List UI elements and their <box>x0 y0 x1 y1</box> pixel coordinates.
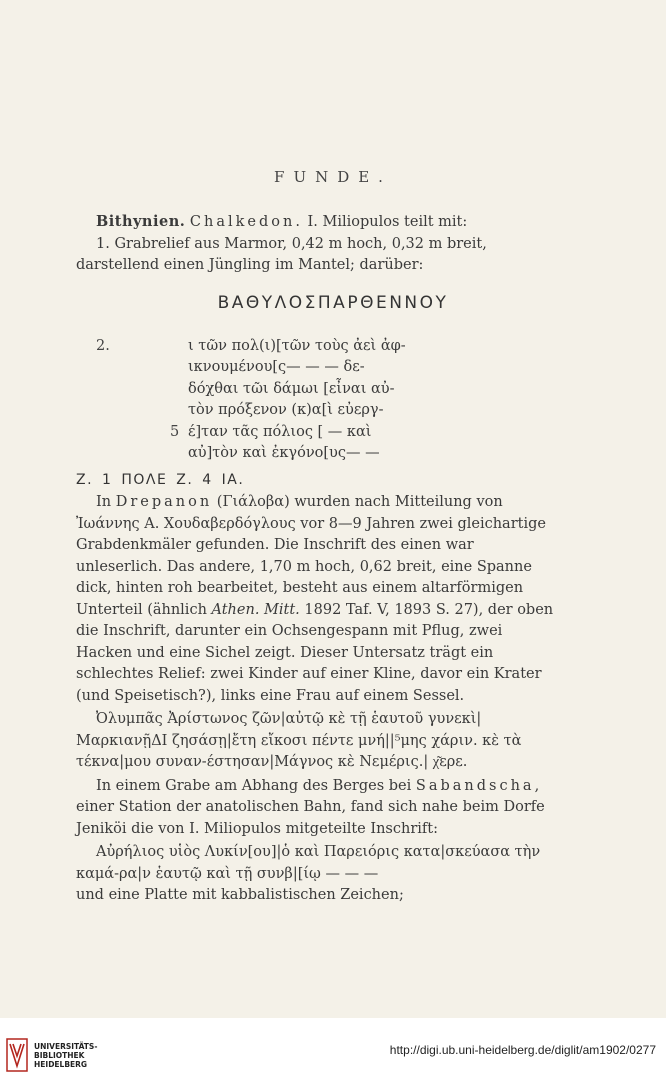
greek-inscription-heading: ΒΑΘΥΛΟΣΠΑΡΘΕΝΝΟΥ <box>217 293 449 313</box>
inscription-line: ι τῶν πολ(ι)[τῶν τοὺς ἀεὶ ἀφ- <box>188 338 406 354</box>
library-logo-icon <box>6 1038 28 1072</box>
paragraph-bithynien <box>76 211 556 277</box>
greek-inscription-text: Ὀλυμπᾶς Ἀρίστωνος ζῶν|αὐτῷ κὲ τῇ ἑαυτοῦ γυνεκὶ|ΜαρκιανῇΔΙ ζησάσῃ|ἔτη εἴκοσι πέντε μνή||⁵μης χάριν. κὲ τὰ τέκνα|μου συναν-έστησαν|Μάγνος κὲ Νεμέρις.| χ͂ερε. <box>76 711 522 770</box>
inscription-line: δόχθαι τῶι δάμωι [εἶναι αὐ- <box>188 381 395 397</box>
place-name: Drepanon <box>115 494 213 510</box>
greek-inscription-text: Αὐρήλιος υἱὸς Λυκίν[ου]|ὁ καὶ Παρειόρις κατα|σκεύασα τὴν καμά-ρα|ν ἑαυτῷ καὶ τῇ συνβ|[ίῳ — — — <box>76 844 541 882</box>
running-title: FUNDE. <box>274 168 392 186</box>
inscription-line: έ]ταν τᾶς πόλιος [ — καὶ <box>188 424 372 440</box>
inscription-number: 2. <box>96 338 110 354</box>
reference-title: Athen. Mitt. <box>211 601 300 618</box>
paragraph-text: I. Miliopulos teilt mit: <box>302 214 468 230</box>
library-name: UNIVERSITÄTS- BIBLIOTHEK HEIDELBERG <box>34 1042 98 1069</box>
source-url-link[interactable]: http://digi.ub.uni-heidelberg.de/diglit/am1902/0277 <box>389 1043 656 1057</box>
inscription-line: ικνουμένου[ς— — — δε- <box>188 359 365 375</box>
inscription-line: τὸν πρόξενον (κ)α[ὶ εὐεργ- <box>188 402 384 418</box>
place-name: Sabandscha <box>415 777 535 794</box>
place-name: Chalkedon. <box>189 214 303 230</box>
region-label: Bithynien. <box>96 213 186 230</box>
line-notes: Z. 1 ΠΟΛΕ Z. 4 ΙΑ. <box>76 472 245 488</box>
inscription-line: αὐ]τὸν καὶ ἐκγόνο[υς— — <box>188 445 380 461</box>
paragraph-text: und eine Platte mit kabbalistischen Zeichen; <box>76 887 404 903</box>
paragraph-drepanon: In Drepanon (Γιάλοβα) wurden nach Mitteilung von Ἰωάννης Α. Χουδαβερδόγλους vor 8—9 Jahren zwei gleichartige Grabdenkmäler gefunden. Die Inschrift des einen war unleserlich. Das andere, 1,70 m hoch, 0,62 breit, eine Spanne dick, hinten roh bearbeitet, besteht aus einem altarförmigen Unterteil (ähnlich Athen. Mitt. 1892 Taf. V, 1893 S. 27), der oben die Inschrift, darunter ein Ochsengespann mit Pflug, zwei Hacken und eine Sichel zeigt. Dieser Untersatz trägt ein schlechtes Relief: zwei Kinder auf einer Kline, davor ein Krater (und Speisetisch?), links eine Frau auf einem Sessel. Ὀλυμπᾶς Ἀρίστωνος ζῶν|αὐτῷ κὲ τῇ ἑαυτοῦ γυνεκὶ|ΜαρκιανῇΔΙ ζησάσῃ|ἔτη εἴκοσι πέντε μνή||⁵μης χάριν. κὲ τὰ τέκνα|μου συναν-έστησαν|Μάγνος κὲ Νεμέρις.| χ͂ερε. In einem Grabe am Abhang des Berges bei Sabandscha, einer Station der anatolischen Bahn, fand sich nahe beim Dorfe Jeniköi die von I. Miliopulos mitgeteilte Inschrift: Αὐρήλιος υἱὸς Λυκίν[ου]|ὁ καὶ Παρειόρις κατα|σκεύασα τὴν καμά-ρα|ν ἑαυτῷ καὶ τῇ συνβ|[ίῳ — — — und eine Platte mit kabbalistischen Zeichen; <box>76 492 556 907</box>
item-1-text: 1. Grabrelief aus Marmor, 0,42 m hoch, 0,32 m breit, darstellend einen Jüngling im Mantel; darüber: <box>76 235 487 273</box>
inscription-line-marker: 5 <box>170 424 180 440</box>
